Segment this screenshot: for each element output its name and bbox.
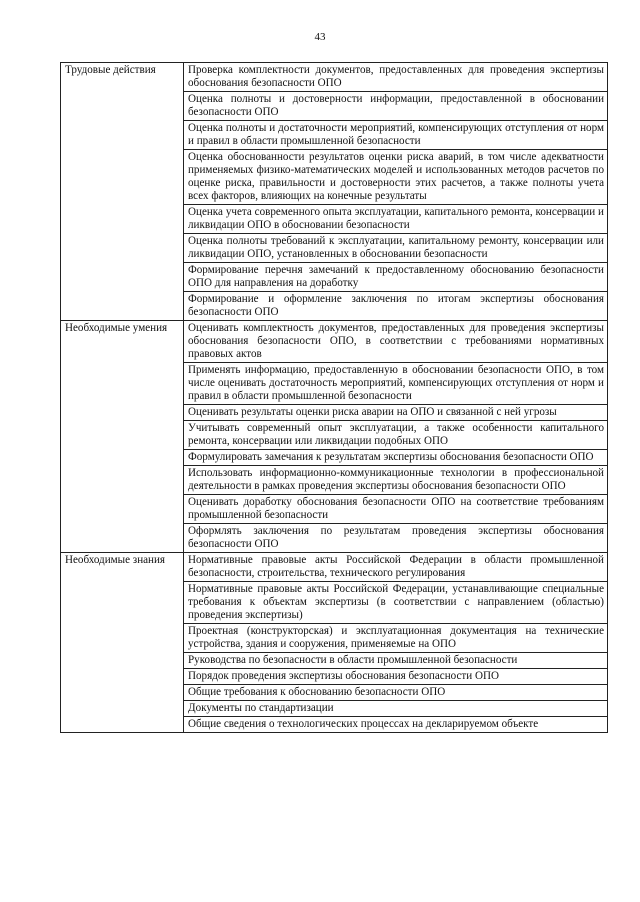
requirement-item: Учитывать современный опыт эксплуатации, а также особенности капитального ремонта, консервации или ликвидации подобных ОПО [184,421,608,450]
section-label-continuation [61,405,184,421]
requirement-item: Оценка полноты и достаточности мероприятий, компенсирующих отступления от норм и правил в области промышленной безопасности [184,121,608,150]
requirement-item: Порядок проведения экспертизы обоснования безопасности ОПО [184,669,608,685]
requirement-item: Оценивать доработку обоснования безопасности ОПО на соответствие требованиям промышленной безопасности [184,495,608,524]
requirement-item: Использовать информационно-коммуникационные технологии в профессиональной деятельности в рамках проведения экспертизы обоснования безопасности ОПО [184,466,608,495]
requirement-item: Формулировать замечания к результатам экспертизы обоснования безопасности ОПО [184,450,608,466]
requirement-item: Руководства по безопасности в области промышленной безопасности [184,653,608,669]
table-row [61,63,608,92]
section-label-continuation [61,717,184,733]
table-row [61,701,608,717]
table-row [61,321,608,363]
requirement-item: Применять информацию, предоставленную в обосновании безопасности ОПО, в том числе оценивать достаточность мероприятий, компенсирующих отступления от норм и правил в области промышленной безопасности [184,363,608,405]
table-row [61,553,608,582]
requirement-item: Проверка комплектности документов, предоставленных для проведения экспертизы обоснования безопасности ОПО [184,63,608,92]
table-row [61,524,608,553]
section-label-continuation [61,363,184,405]
section-label-continuation [61,421,184,450]
requirement-item: Оценка учета современного опыта эксплуатации, капитального ремонта, консервации и ликвидации ОПО в обосновании безопасности [184,205,608,234]
section-label-continuation [61,653,184,669]
section-label-required-skills: Необходимые умения [61,321,184,363]
requirement-item: Нормативные правовые акты Российской Федерации, устанавливающие специальные требования к объектам экспертизы (в соответствии с направлением (областью) проведения экспертизы) [184,582,608,624]
table-row [61,234,608,263]
section-label-continuation [61,524,184,553]
section-label-continuation [61,624,184,653]
requirement-item: Оформлять заключения по результатам проведения экспертизы обоснования безопасности ОПО [184,524,608,553]
requirement-item: Общие требования к обоснованию безопасности ОПО [184,685,608,701]
competency-table [60,62,608,733]
section-label-continuation [61,669,184,685]
section-label-continuation [61,582,184,624]
requirement-item: Оценка полноты требований к эксплуатации, капитальному ремонту, консервации или ликвидации ОПО, установленных в обосновании безопасности [184,234,608,263]
table-row [61,717,608,733]
section-label-continuation [61,685,184,701]
requirement-item: Нормативные правовые акты Российской Федерации в области промышленной безопасности, строительства, технического регулирования [184,553,608,582]
table-row [61,582,608,624]
table-row [61,363,608,405]
table-row [61,624,608,653]
section-label-continuation [61,292,184,321]
requirement-item: Оценивать комплектность документов, предоставленных для проведения экспертизы обоснования безопасности ОПО, в соответствии с требованиями нормативных правовых актов [184,321,608,363]
section-label-required-knowledge: Необходимые знания [61,553,184,582]
table-row [61,292,608,321]
section-label-continuation [61,234,184,263]
section-label-continuation [61,205,184,234]
requirement-item: Документы по стандартизации [184,701,608,717]
section-label-continuation [61,263,184,292]
section-label-continuation [61,150,184,205]
section-label-continuation [61,495,184,524]
requirement-item: Оценивать результаты оценки риска аварии на ОПО и связанной с ней угрозы [184,405,608,421]
table-row [61,653,608,669]
table-row [61,263,608,292]
section-label-continuation [61,701,184,717]
table-row [61,421,608,450]
requirement-item: Формирование и оформление заключения по итогам экспертизы обоснования безопасности ОПО [184,292,608,321]
requirement-item: Проектная (конструкторская) и эксплуатационная документация на технические устройства, здания и сооружения, применяемые на ОПО [184,624,608,653]
section-label-continuation [61,466,184,495]
requirement-item: Формирование перечня замечаний к предоставленному обоснованию безопасности ОПО для направления на доработку [184,263,608,292]
table-row [61,685,608,701]
table-row [61,405,608,421]
requirement-item: Оценка полноты и достоверности информации, предоставленной в обосновании безопасности ОПО [184,92,608,121]
section-label-labor-actions: Трудовые действия [61,63,184,92]
table-row [61,495,608,524]
table-row [61,205,608,234]
requirement-item: Общие сведения о технологических процессах на декларируемом объекте [184,717,608,733]
table-row [61,450,608,466]
table-row [61,92,608,121]
page-number: 43 [314,31,326,43]
table-row [61,121,608,150]
section-label-continuation [61,121,184,150]
table-row [61,669,608,685]
table-row [61,150,608,205]
requirement-item: Оценка обоснованности результатов оценки риска аварий, в том числе адекватности применяемых физико-математических моделей и использованных методов расчетов по оценке риска, правильности и достоверности этих расчетов, а также полноты учета всех факторов, влияющих на конечные результаты [184,150,608,205]
section-label-continuation [61,450,184,466]
section-label-continuation [61,92,184,121]
table-row [61,466,608,495]
